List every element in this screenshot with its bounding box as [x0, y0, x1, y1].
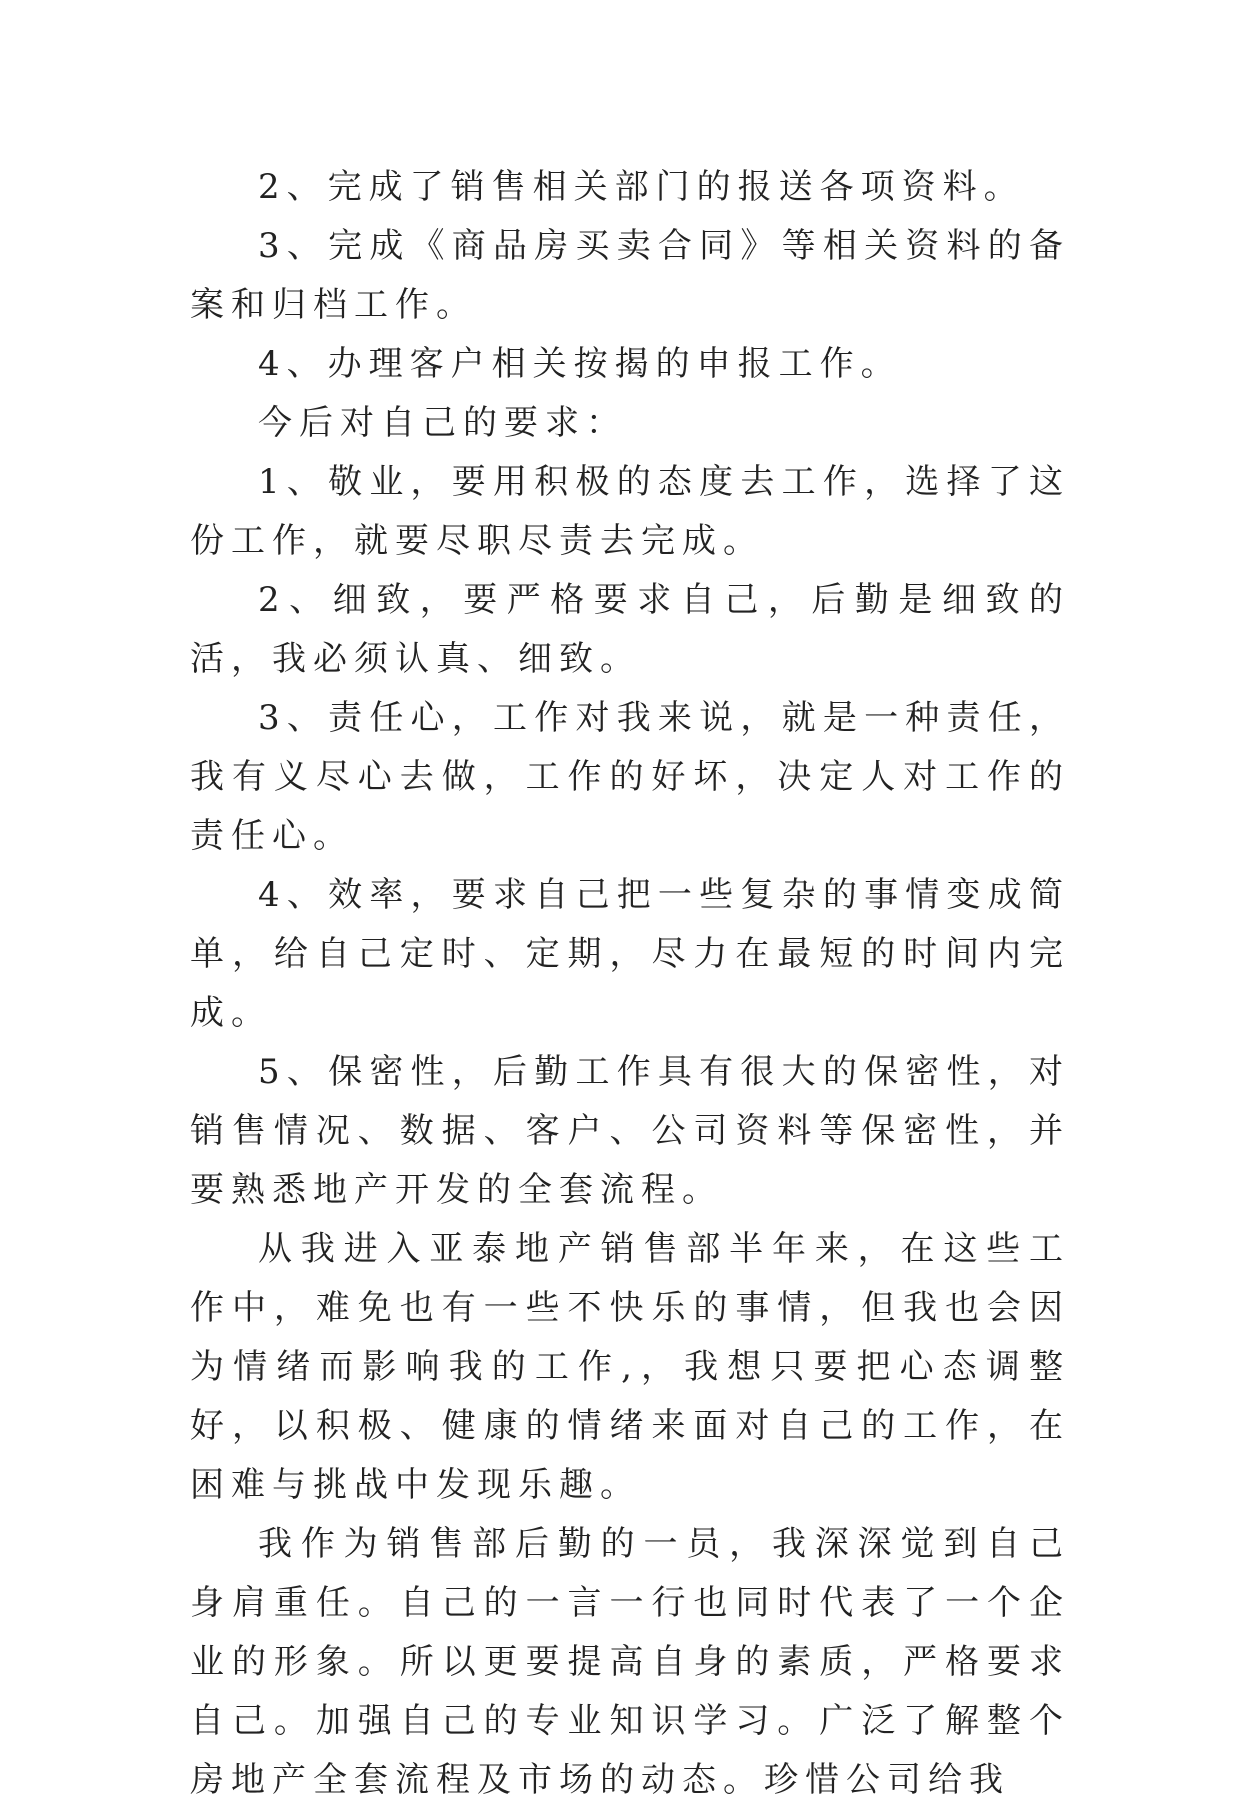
paragraph-requirement-2: 2、细致，要严格要求自己，后勤是细致的活，我必须认真、细致。	[190, 580, 1070, 679]
paragraph-requirement-4: 4、效率，要求自己把一些复杂的事情变成简单，给自己定时、定期，尽力在最短的时间内完成。	[190, 875, 1070, 1033]
paragraph-reflection: 从我进入亚泰地产销售部半年来，在这些工作中，难免也有一些不快乐的事情，但我也会因为情绪而影响我的工作,，我想只要把心态调整好，以积极、健康的情绪来面对自己的工作，在困难与挑战中发现乐趣。	[190, 1229, 1070, 1505]
document-body	[190, 158, 1070, 1810]
paragraph-requirement-3: 3、责任心，工作对我来说，就是一种责任，我有义尽心去做，工作的好坏，决定人对工作的责任心。	[190, 698, 1070, 856]
paragraph-task-2: 2、完成了销售相关部门的报送各项资料。	[258, 167, 1025, 207]
paragraph-task-3: 3、完成《商品房买卖合同》等相关资料的备案和归档工作。	[190, 226, 1070, 325]
paragraph-closing: 我作为销售部后勤的一员，我深深觉到自己身肩重任。自己的一言一行也同时代表了一个企业的形象。所以更要提高自身的素质，严格要求自己。加强自己的专业知识学习。广泛了解整个房地产全套流程及市场的动态。珍惜公司给我	[190, 1524, 1070, 1800]
paragraph-requirements-heading: 今后对自己的要求：	[258, 403, 627, 443]
paragraph-requirement-5: 5、保密性，后勤工作具有很大的保密性，对销售情况、数据、客户、公司资料等保密性，并要熟悉地产开发的全套流程。	[190, 1052, 1070, 1210]
paragraph-task-4: 4、办理客户相关按揭的申报工作。	[258, 344, 902, 384]
paragraph-requirement-1: 1、敬业，要用积极的态度去工作，选择了这份工作，就要尽职尽责去完成。	[190, 462, 1070, 561]
